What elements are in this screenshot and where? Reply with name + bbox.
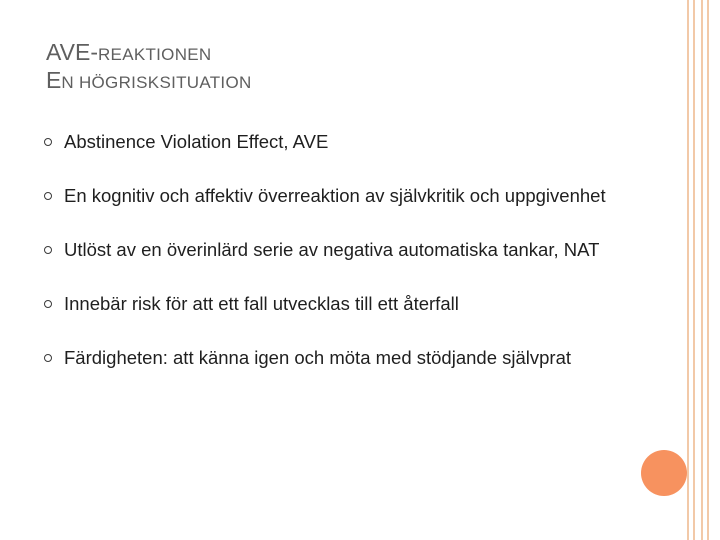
bullet-item <box>44 184 624 208</box>
bullet-circle-icon <box>44 246 52 254</box>
bullet-text: Utlöst av en överinlärd serie av negativa automatiska tankar, NAT <box>64 239 600 260</box>
bullet-circle-icon <box>44 354 52 362</box>
decorative-border-line <box>707 0 709 540</box>
bullet-item <box>44 292 624 316</box>
bullet-circle-icon <box>44 300 52 308</box>
bullet-text: En kognitiv och affektiv överreaktion av självkritik och uppgivenhet <box>64 185 606 206</box>
decorative-border-line <box>701 0 703 540</box>
bullet-item <box>44 238 624 262</box>
title-line-2 <box>46 66 252 94</box>
title-line-1-rest: REAKTIONEN <box>97 45 212 64</box>
bullet-circle-icon <box>44 138 52 146</box>
decorative-border-line <box>687 0 689 540</box>
bullet-text: Färdigheten: att känna igen och möta med stödjande självprat <box>64 347 572 368</box>
bullet-text: Abstinence Violation Effect, AVE <box>64 131 329 152</box>
title-line-2-rest: N HÖGRISKSITUATION <box>61 73 252 93</box>
title-line-1-initial: AVE- <box>46 39 98 65</box>
bullet-circle-icon <box>44 192 52 200</box>
title-line-2-initial: E <box>46 67 62 94</box>
bullet-text: Innebär risk för att ett fall utvecklas till ett återfall <box>64 293 459 314</box>
decorative-dot <box>641 450 687 496</box>
slide-title <box>46 38 252 94</box>
bullet-item <box>44 130 624 154</box>
bullet-item <box>44 346 624 370</box>
title-line-1 <box>46 38 252 66</box>
bullet-list <box>44 130 624 400</box>
decorative-border-line <box>693 0 695 540</box>
